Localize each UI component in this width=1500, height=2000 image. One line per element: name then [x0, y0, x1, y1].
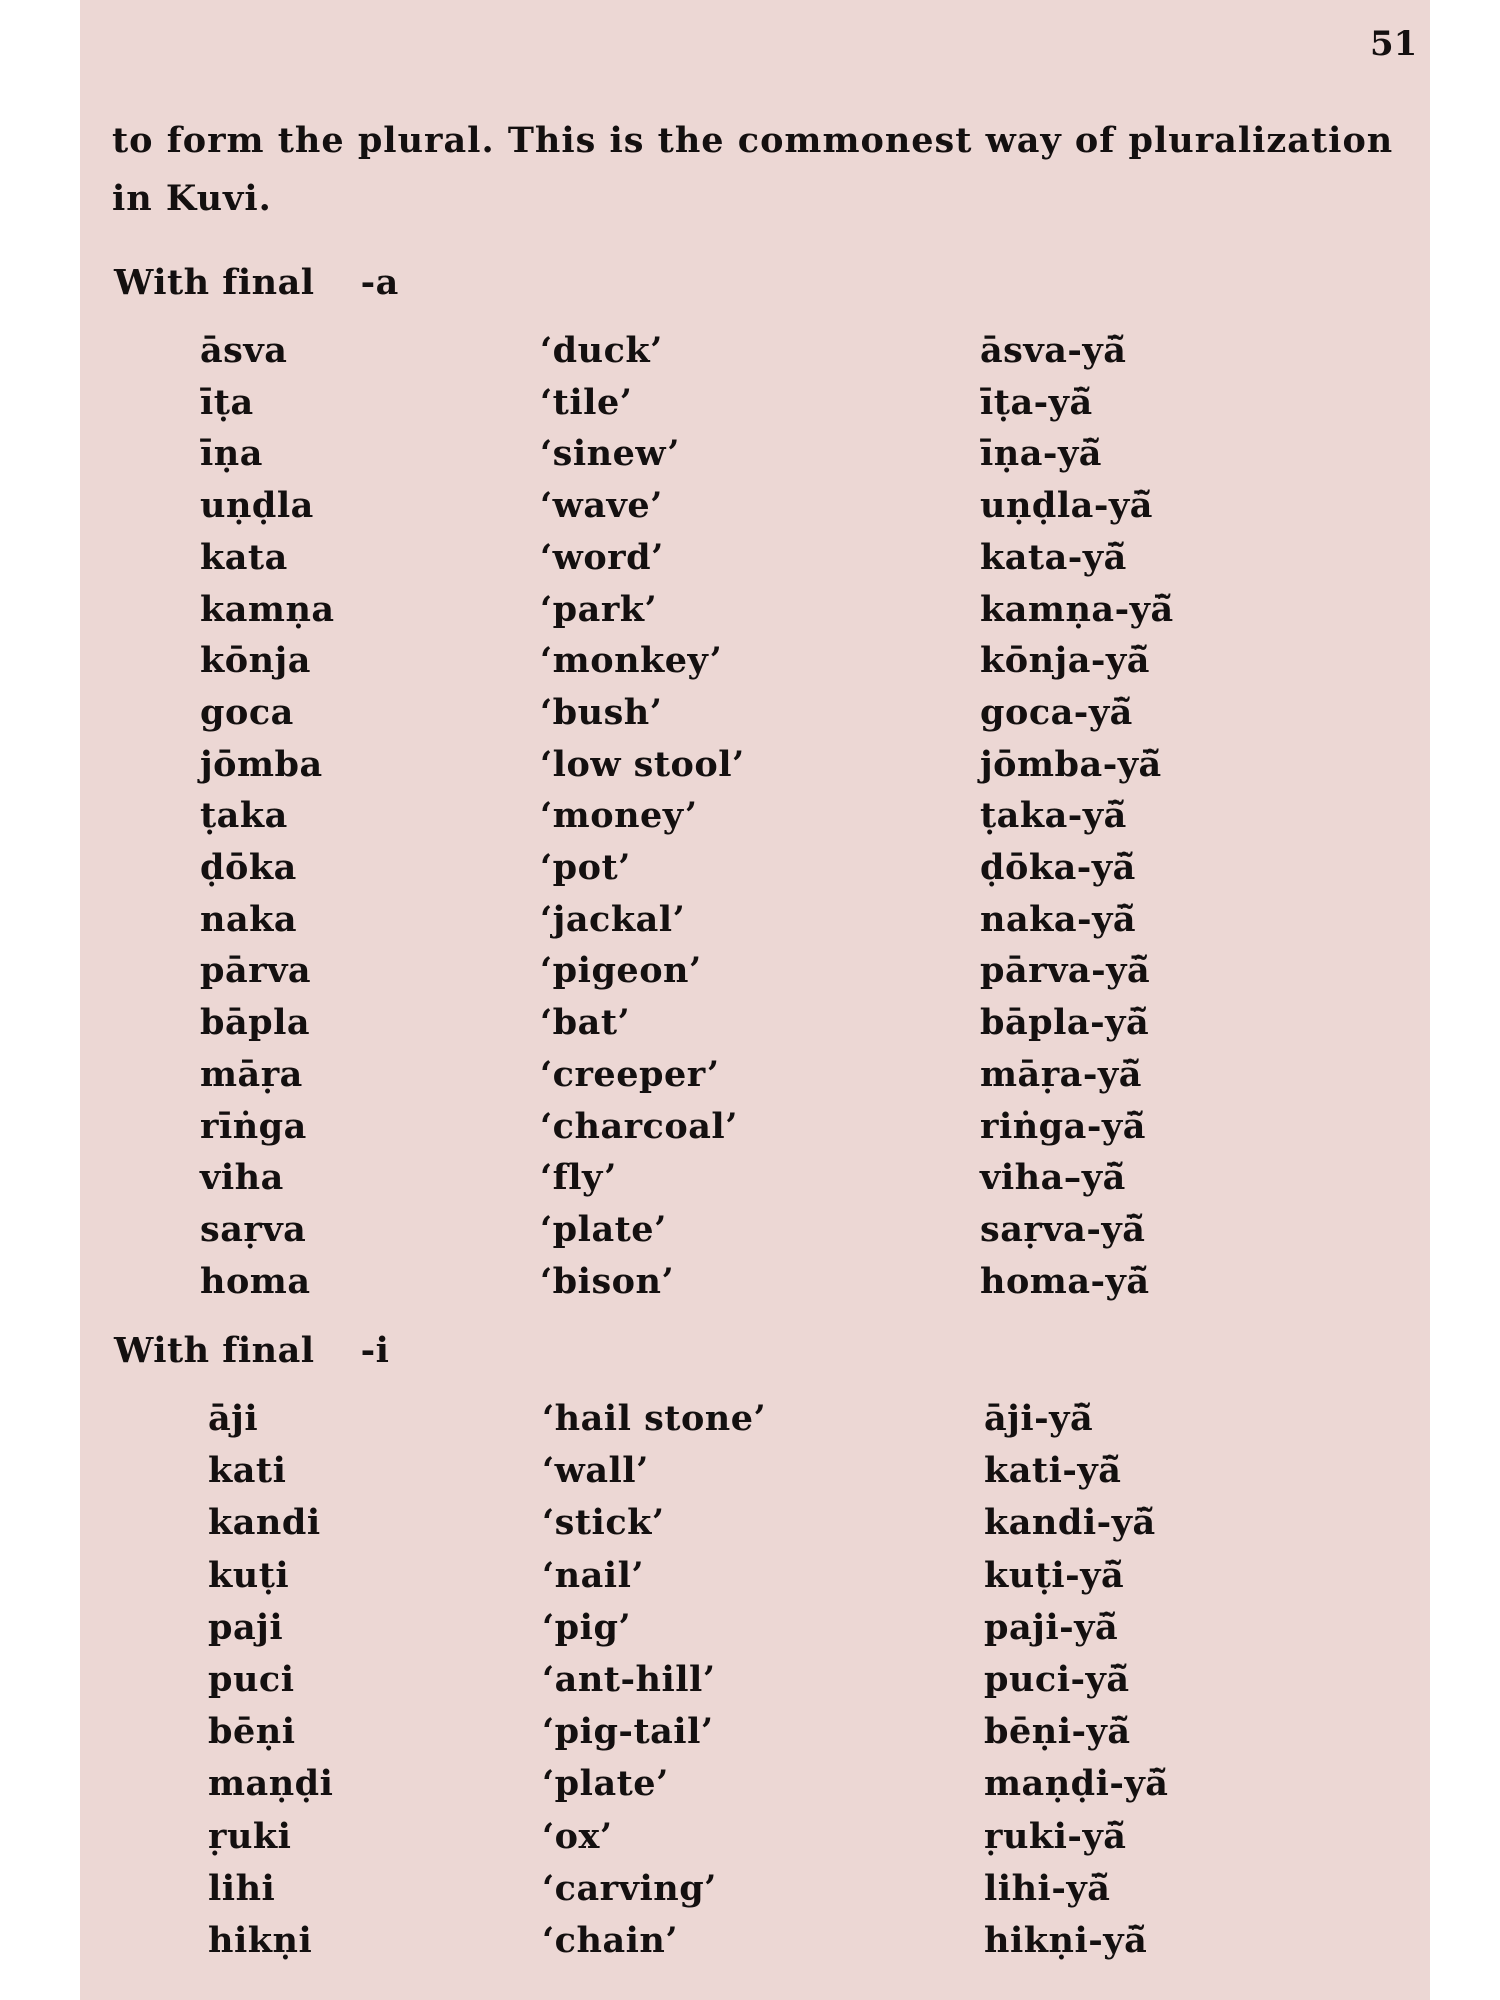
word-row: [80, 433, 1430, 481]
english-gloss: ‘ox’: [542, 1815, 613, 1857]
english-gloss: ‘park’: [540, 588, 658, 630]
kuvi-word: īṭa: [200, 381, 254, 423]
section-heading-suffix: -a: [360, 262, 399, 303]
plural-form: saṛva-yā̃: [980, 1208, 1146, 1250]
english-gloss: ‘word’: [540, 536, 664, 578]
word-row: [80, 1920, 1430, 1968]
kuvi-word: paji: [208, 1606, 284, 1648]
word-row: [80, 1659, 1430, 1707]
english-gloss: ‘money’: [540, 795, 698, 837]
kuvi-word: saṛva: [200, 1208, 307, 1250]
plural-form: kamṇa-yā̃: [980, 588, 1174, 630]
plural-form: īṭa-yā̃: [980, 381, 1093, 423]
plural-form: āji-yā̃: [984, 1398, 1094, 1439]
kuvi-word: āsva: [200, 330, 288, 371]
word-row: [80, 640, 1430, 688]
kuvi-word: rīṅga: [200, 1105, 307, 1147]
kuvi-word: lihi: [208, 1867, 276, 1909]
plural-form: goca-yā̃: [980, 691, 1133, 733]
plural-form: kandi-yā̃: [984, 1502, 1156, 1544]
word-row: [80, 1763, 1430, 1811]
english-gloss: ‘duck’: [540, 330, 663, 371]
plural-form: āsva-yā̃: [980, 330, 1127, 371]
kuvi-word: kati: [208, 1450, 287, 1492]
english-gloss: ‘sinew’: [540, 433, 680, 475]
plural-form: viha–yā̃: [980, 1157, 1126, 1199]
english-gloss: ‘pigeon’: [540, 950, 702, 992]
kuvi-word: ḍōka: [200, 847, 297, 888]
word-row: [80, 1502, 1430, 1550]
english-gloss: ‘pig’: [542, 1606, 632, 1648]
kuvi-word: jōmba: [200, 743, 323, 785]
word-row: [80, 382, 1430, 430]
plural-form: puci-yā̃: [984, 1659, 1130, 1700]
plural-form: naka-yā̃: [980, 898, 1137, 940]
kuvi-word: goca: [200, 691, 294, 733]
kuvi-word: viha: [200, 1157, 284, 1199]
word-row: [80, 1450, 1430, 1498]
plural-form: lihi-yā̃: [984, 1867, 1111, 1909]
plural-form: bāpla-yā̃: [980, 1002, 1150, 1044]
plural-form: jōmba-yā̃: [980, 743, 1162, 785]
plural-form: pārva-yā̃: [980, 950, 1151, 992]
plural-form: māṛa-yā̃: [980, 1053, 1142, 1095]
word-row: [80, 1261, 1430, 1309]
plural-form: homa-yā̃: [980, 1260, 1150, 1302]
kuvi-word: kandi: [208, 1502, 321, 1544]
section-heading-suffix: -i: [360, 1330, 390, 1371]
word-row: [80, 1209, 1430, 1257]
word-row: [80, 1868, 1430, 1916]
section-heading-i: [114, 1330, 389, 1371]
word-row: [80, 795, 1430, 843]
kuvi-word: īṇa: [200, 433, 263, 475]
plural-form: kuṭi-yā̃: [984, 1554, 1125, 1596]
word-row: [80, 847, 1430, 895]
intro-line-1: to form the plural. This is the commonest way of pluralization: [112, 120, 1394, 161]
word-row: [80, 1002, 1430, 1050]
english-gloss: ‘stick’: [542, 1502, 665, 1544]
plural-form: kati-yā̃: [984, 1450, 1122, 1492]
page-number: 51: [1370, 24, 1418, 64]
word-row: [80, 1607, 1430, 1655]
kuvi-word: pārva: [200, 950, 312, 992]
kuvi-word: puci: [208, 1659, 295, 1700]
plural-form: īṇa-yā̃: [980, 433, 1102, 475]
word-row: [80, 330, 1430, 378]
plural-form: kōnja-yā̃: [980, 640, 1150, 682]
english-gloss: ‘jackal’: [540, 898, 686, 940]
kuvi-word: kata: [200, 536, 288, 578]
kuvi-word: māṛa: [200, 1053, 303, 1095]
english-gloss: ‘bush’: [540, 691, 663, 733]
kuvi-word: homa: [200, 1260, 311, 1302]
kuvi-word: bēṇi: [208, 1711, 296, 1753]
kuvi-word: hikṇi: [208, 1920, 313, 1961]
english-gloss: ‘hail stone’: [542, 1398, 767, 1439]
english-gloss: ‘monkey’: [540, 640, 723, 682]
intro-line-2: in Kuvi.: [112, 178, 272, 219]
plural-form: ṛuki-yā̃: [984, 1815, 1127, 1857]
plural-form: hikṇi-yā̃: [984, 1920, 1148, 1961]
english-gloss: ‘chain’: [542, 1920, 679, 1961]
english-gloss: ‘wall’: [542, 1450, 649, 1492]
word-row: [80, 1054, 1430, 1102]
word-row: [80, 950, 1430, 998]
plural-form: paji-yā̃: [984, 1606, 1119, 1648]
intro-paragraph: [112, 112, 1412, 228]
english-gloss: ‘nail’: [542, 1554, 645, 1596]
kuvi-word: āji: [208, 1398, 259, 1439]
plural-form: riṅga-yā̃: [980, 1105, 1146, 1147]
section-heading-text: With final: [114, 1330, 315, 1371]
word-row: [80, 1555, 1430, 1603]
kuvi-word: ṛuki: [208, 1815, 292, 1857]
english-gloss: ‘wave’: [540, 485, 663, 527]
english-gloss: ‘pot’: [540, 847, 631, 888]
plural-form: ḍōka-yā̃: [980, 847, 1136, 888]
english-gloss: ‘tile’: [540, 381, 633, 423]
english-gloss: ‘plate’: [542, 1763, 669, 1805]
kuvi-word: kuṭi: [208, 1554, 290, 1596]
plural-form: kata-yā̃: [980, 536, 1127, 578]
plural-form: ṭaka-yā̃: [980, 795, 1127, 837]
kuvi-word: ṭaka: [200, 795, 288, 837]
english-gloss: ‘carving’: [542, 1867, 717, 1909]
section-heading-text: With final: [114, 262, 315, 303]
word-row: [80, 1157, 1430, 1205]
english-gloss: ‘bat’: [540, 1002, 631, 1044]
kuvi-word: uṇḍla: [200, 485, 314, 527]
english-gloss: ‘bison’: [540, 1260, 675, 1302]
kuvi-word: bāpla: [200, 1002, 311, 1044]
section-heading-a: [114, 262, 399, 303]
english-gloss: ‘low stool’: [540, 743, 745, 785]
plural-form: bēṇi-yā̃: [984, 1711, 1131, 1753]
english-gloss: ‘fly’: [540, 1157, 617, 1199]
word-row: [80, 485, 1430, 533]
kuvi-word: naka: [200, 898, 298, 940]
word-row: [80, 1816, 1430, 1864]
plural-form: uṇḍla-yā̃: [980, 485, 1153, 527]
english-gloss: ‘pig-tail’: [542, 1711, 714, 1753]
word-row: [80, 537, 1430, 585]
word-row: [80, 899, 1430, 947]
english-gloss: ‘ant-hill’: [542, 1659, 716, 1700]
english-gloss: ‘charcoal’: [540, 1105, 738, 1147]
word-row: [80, 1106, 1430, 1154]
word-row: [80, 744, 1430, 792]
word-row: [80, 692, 1430, 740]
book-page: [80, 0, 1430, 2000]
plural-form: maṇḍi-yā̃: [984, 1763, 1169, 1805]
word-row: [80, 1711, 1430, 1759]
word-row: [80, 1398, 1430, 1446]
kuvi-word: kamṇa: [200, 588, 335, 630]
english-gloss: ‘creeper’: [540, 1053, 720, 1095]
english-gloss: ‘plate’: [540, 1208, 667, 1250]
word-row: [80, 589, 1430, 637]
kuvi-word: kōnja: [200, 640, 311, 682]
kuvi-word: maṇḍi: [208, 1763, 334, 1805]
